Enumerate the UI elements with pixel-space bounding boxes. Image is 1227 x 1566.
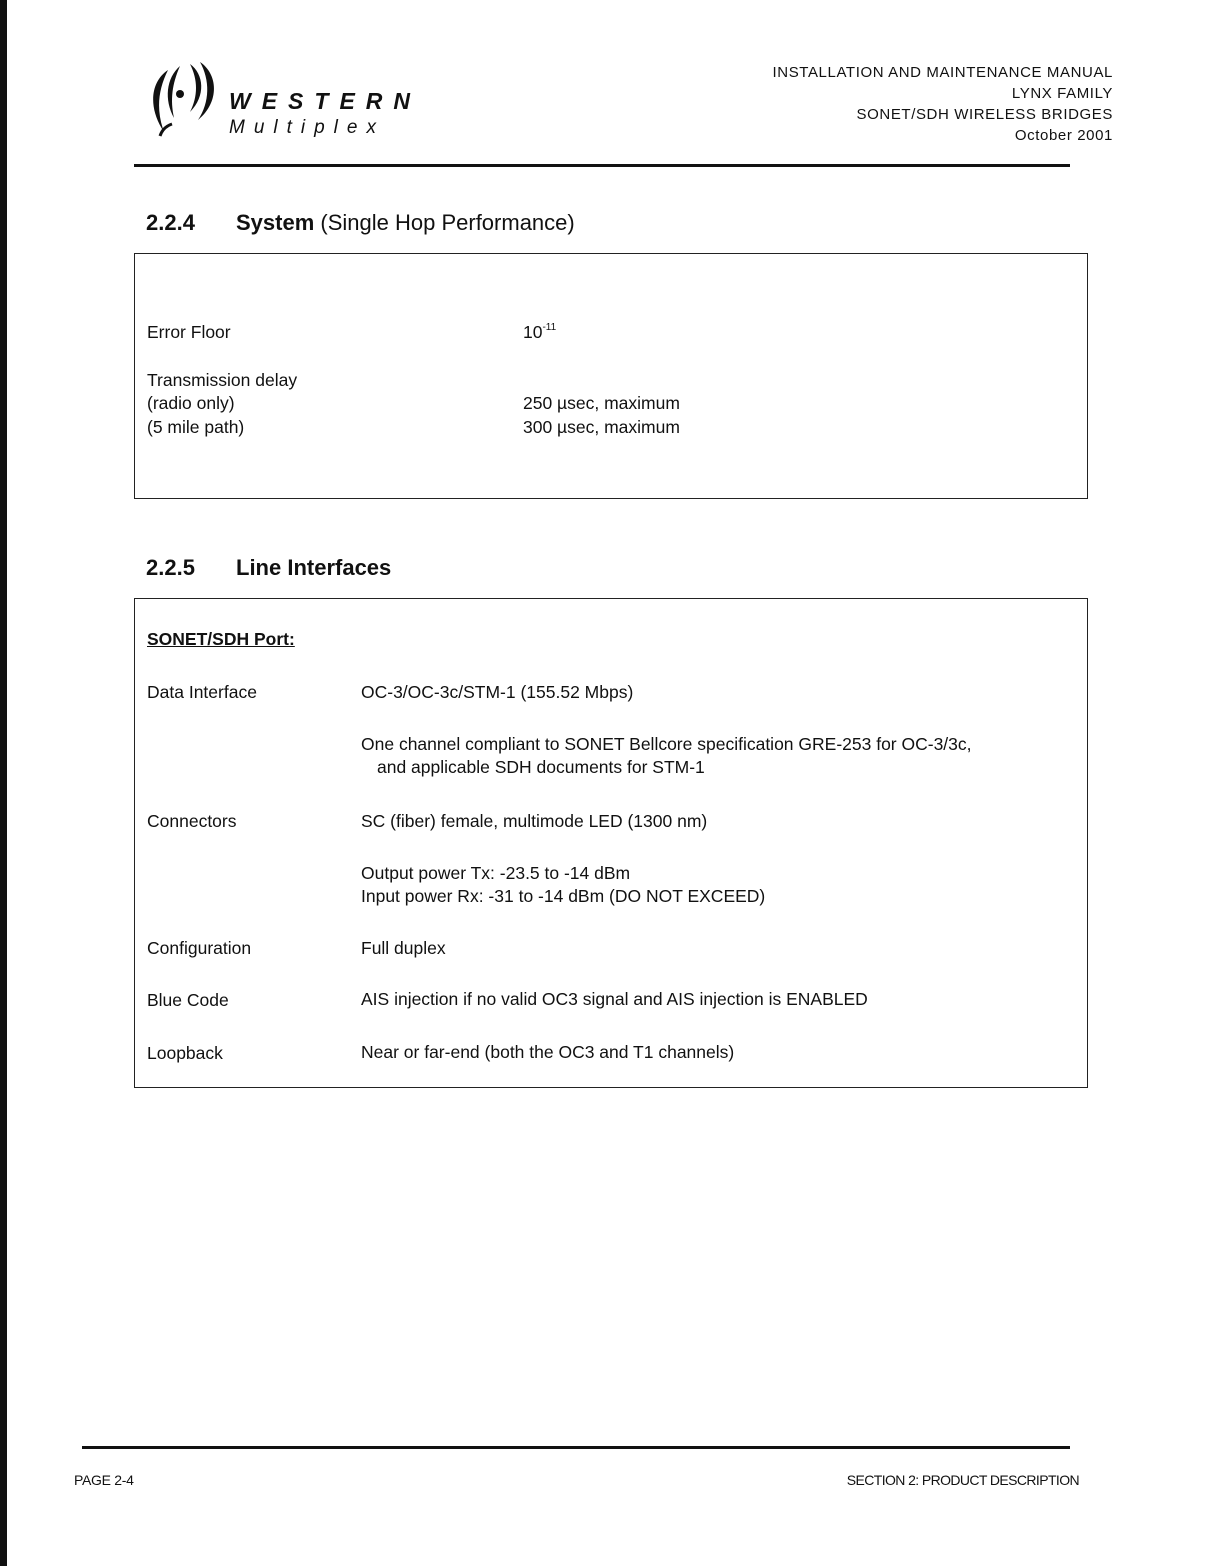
data-interface-note: One channel compliant to SONET Bellcore specification GRE-253 for OC-3/3c, (361, 734, 972, 754)
data-interface-label: Data Interface (147, 682, 257, 702)
blue-code-value: AIS injection if no valid OC3 signal and AIS injection is ENABLED (361, 989, 868, 1009)
section-number: 2.2.4 (146, 210, 195, 235)
logo-word-multiplex: Multiplex (229, 117, 385, 138)
section-heading-2-2-4 (146, 210, 575, 236)
line-interfaces-table (134, 598, 1088, 1088)
delay-row-value: 250 µsec, maximum (523, 393, 680, 413)
blue-code-label: Blue Code (147, 990, 229, 1010)
connectors-value: SC (fiber) female, multimode LED (1300 nm) (361, 811, 708, 831)
signal-wave-icon (146, 60, 230, 140)
error-floor-base: 10 (523, 322, 543, 342)
configuration-label: Configuration (147, 938, 252, 958)
binding-edge (0, 0, 7, 1566)
section-number: 2.2.5 (146, 555, 195, 580)
transmission-delay-label: Transmission delay (147, 370, 298, 390)
section-title-bold: System (236, 210, 315, 235)
header-line: LYNX FAMILY (1011, 85, 1113, 102)
header-divider (134, 164, 1070, 167)
header-line: SONET/SDH WIRELESS BRIDGES (856, 106, 1113, 123)
section-heading-2-2-5 (146, 555, 391, 581)
logo-word-western: WESTERN (229, 88, 421, 114)
system-performance-table (134, 253, 1088, 499)
delay-row-value: 300 µsec, maximum (523, 417, 680, 437)
document-header (773, 62, 1114, 146)
loopback-value: Near or far-end (both the OC3 and T1 channels) (361, 1042, 735, 1062)
error-floor-value (523, 321, 556, 344)
section-title-bold: Line Interfaces (236, 555, 392, 580)
data-interface-note: and applicable SDH documents for STM-1 (377, 757, 705, 777)
output-power: Output power Tx: -23.5 to -14 dBm (361, 863, 631, 883)
configuration-value: Full duplex (361, 938, 446, 958)
delay-row-label: (radio only) (147, 393, 235, 413)
footer-section: SECTION 2: PRODUCT DESCRIPTION (846, 1472, 1079, 1488)
section-title-rest: (Single Hop Performance) (314, 210, 575, 235)
loopback-label: Loopback (147, 1043, 223, 1063)
connectors-label: Connectors (147, 811, 237, 831)
header-date: October 2001 (1014, 127, 1113, 144)
error-floor-exponent: -11 (542, 322, 557, 333)
header-line: INSTALLATION AND MAINTENANCE MANUAL (772, 64, 1113, 81)
data-interface-value: OC-3/OC-3c/STM-1 (155.52 Mbps) (361, 682, 634, 702)
input-power: Input power Rx: -31 to -14 dBm (DO NOT EXCEED) (361, 886, 766, 906)
error-floor-label: Error Floor (147, 322, 231, 342)
western-multiplex-logo (146, 60, 426, 140)
footer-divider (82, 1446, 1070, 1449)
delay-row-label: (5 mile path) (147, 417, 245, 437)
port-heading: SONET/SDH Port: (147, 629, 295, 649)
page-number: PAGE 2-4 (74, 1472, 134, 1488)
